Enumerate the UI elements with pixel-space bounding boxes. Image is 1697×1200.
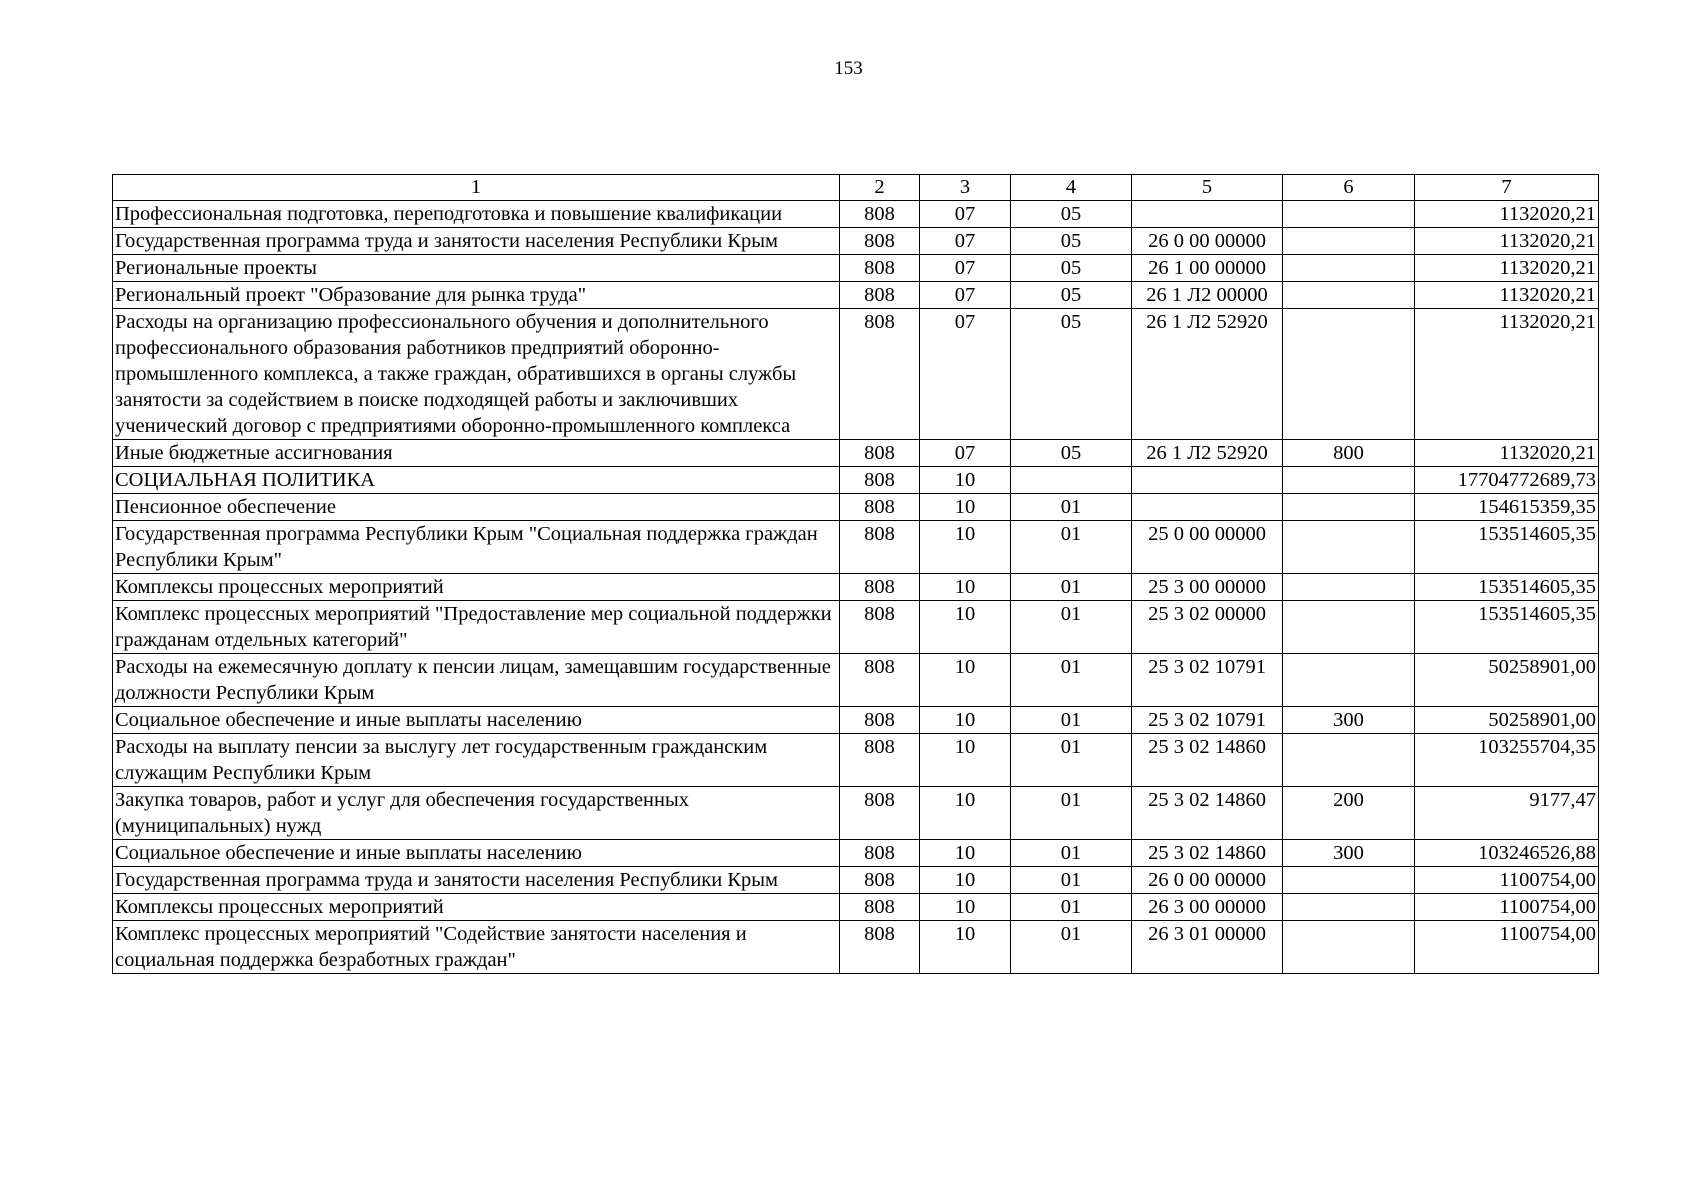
target-article-code-cell: 26 0 00 00000 [1132,228,1283,255]
subsection-code-cell: 01 [1011,840,1132,867]
section-code-cell: 10 [920,467,1011,494]
ministry-code-cell: 808 [840,654,920,707]
expense-type-code-cell: 300 [1283,840,1415,867]
table-row [113,255,1599,282]
table-row [113,201,1599,228]
section-code-cell: 10 [920,734,1011,787]
item-name-cell: Иные бюджетные ассигнования [113,440,840,467]
target-article-code-cell: 25 3 02 10791 [1132,654,1283,707]
ministry-code-cell: 808 [840,309,920,440]
subsection-code-cell: 01 [1011,921,1132,974]
target-article-code-cell: 26 3 00 00000 [1132,894,1283,921]
expense-type-code-cell [1283,282,1415,309]
column-header: 2 [840,175,920,201]
item-name-cell: Государственная программа труда и занятости населения Республики Крым [113,867,840,894]
amount-cell: 1100754,00 [1415,867,1599,894]
ministry-code-cell: 808 [840,601,920,654]
subsection-code-cell: 01 [1011,787,1132,840]
section-code-cell: 10 [920,894,1011,921]
page-number: 153 [834,58,863,79]
table-row [113,840,1599,867]
target-article-code-cell: 25 3 02 14860 [1132,787,1283,840]
section-code-cell: 10 [920,654,1011,707]
section-code-cell: 07 [920,309,1011,440]
ministry-code-cell: 808 [840,201,920,228]
table-row [113,654,1599,707]
target-article-code-cell: 25 0 00 00000 [1132,521,1283,574]
item-name-cell: Расходы на организацию профессионального обучения и дополнительного профессионального образования работников предприятий оборонно-промышленного комплекса, а также граждан, обратившихся в органы службы занятости за содействием в поиске подходящей работы и заключивших ученический договор с предприятиями оборонно-промышленного комплекса [113,309,840,440]
amount-cell: 1132020,21 [1415,201,1599,228]
amount-cell: 103255704,35 [1415,734,1599,787]
amount-cell: 1132020,21 [1415,440,1599,467]
expense-type-code-cell [1283,654,1415,707]
table-row [113,440,1599,467]
section-code-cell: 10 [920,921,1011,974]
ministry-code-cell: 808 [840,867,920,894]
target-article-code-cell: 25 3 02 14860 [1132,734,1283,787]
subsection-code-cell: 01 [1011,654,1132,707]
section-code-cell: 10 [920,787,1011,840]
amount-cell: 153514605,35 [1415,601,1599,654]
ministry-code-cell: 808 [840,440,920,467]
item-name-cell: Комплексы процессных мероприятий [113,894,840,921]
subsection-code-cell: 01 [1011,734,1132,787]
amount-cell: 1100754,00 [1415,921,1599,974]
subsection-code-cell: 01 [1011,521,1132,574]
target-article-code-cell [1132,467,1283,494]
target-article-code-cell: 26 0 00 00000 [1132,867,1283,894]
column-header: 5 [1132,175,1283,201]
expense-type-code-cell [1283,521,1415,574]
ministry-code-cell: 808 [840,282,920,309]
subsection-code-cell [1011,467,1132,494]
amount-cell: 1100754,00 [1415,894,1599,921]
target-article-code-cell: 26 3 01 00000 [1132,921,1283,974]
table-row [113,894,1599,921]
subsection-code-cell: 01 [1011,601,1132,654]
table-row [113,282,1599,309]
expense-type-code-cell [1283,494,1415,521]
target-article-code-cell: 25 3 02 00000 [1132,601,1283,654]
table-row [113,707,1599,734]
expense-type-code-cell [1283,894,1415,921]
ministry-code-cell: 808 [840,707,920,734]
ministry-code-cell: 808 [840,228,920,255]
column-header: 3 [920,175,1011,201]
expense-type-code-cell [1283,921,1415,974]
expense-type-code-cell [1283,255,1415,282]
expense-type-code-cell [1283,867,1415,894]
subsection-code-cell: 01 [1011,494,1132,521]
table-row [113,521,1599,574]
amount-cell: 103246526,88 [1415,840,1599,867]
ministry-code-cell: 808 [840,787,920,840]
amount-cell: 153514605,35 [1415,521,1599,574]
expense-type-code-cell: 800 [1283,440,1415,467]
item-name-cell: Социальное обеспечение и иные выплаты населению [113,840,840,867]
amount-cell: 1132020,21 [1415,255,1599,282]
section-code-cell: 07 [920,201,1011,228]
column-header: 6 [1283,175,1415,201]
subsection-code-cell: 05 [1011,282,1132,309]
subsection-code-cell: 05 [1011,228,1132,255]
item-name-cell: Расходы на ежемесячную доплату к пенсии лицам, замещавшим государственные должности Республики Крым [113,654,840,707]
header-row [113,175,1599,201]
table-row [113,494,1599,521]
ministry-code-cell: 808 [840,255,920,282]
target-article-code-cell: 26 1 Л2 52920 [1132,440,1283,467]
ministry-code-cell: 808 [840,734,920,787]
item-name-cell: Профессиональная подготовка, переподготовка и повышение квалификации [113,201,840,228]
target-article-code-cell: 25 3 02 10791 [1132,707,1283,734]
subsection-code-cell: 01 [1011,707,1132,734]
table-row [113,734,1599,787]
item-name-cell: Региональные проекты [113,255,840,282]
target-article-code-cell: 25 3 00 00000 [1132,574,1283,601]
subsection-code-cell: 05 [1011,255,1132,282]
item-name-cell: Комплекс процессных мероприятий "Предоставление мер социальной поддержки гражданам отдельных категорий" [113,601,840,654]
section-code-cell: 10 [920,494,1011,521]
item-name-cell: Региональный проект "Образование для рынка труда" [113,282,840,309]
expense-type-code-cell [1283,601,1415,654]
section-code-cell: 10 [920,840,1011,867]
subsection-code-cell: 05 [1011,440,1132,467]
table-row [113,867,1599,894]
amount-cell: 153514605,35 [1415,574,1599,601]
expense-type-code-cell [1283,201,1415,228]
table-row [113,921,1599,974]
table-row [113,228,1599,255]
column-header: 1 [113,175,840,201]
expense-type-code-cell: 200 [1283,787,1415,840]
section-code-cell: 10 [920,574,1011,601]
item-name-cell: Закупка товаров, работ и услуг для обеспечения государственных (муниципальных) нужд [113,787,840,840]
amount-cell: 1132020,21 [1415,282,1599,309]
ministry-code-cell: 808 [840,494,920,521]
amount-cell: 50258901,00 [1415,654,1599,707]
subsection-code-cell: 05 [1011,201,1132,228]
amount-cell: 1132020,21 [1415,228,1599,255]
subsection-code-cell: 01 [1011,867,1132,894]
budget-table [112,174,1599,974]
section-code-cell: 10 [920,521,1011,574]
item-name-cell: СОЦИАЛЬНАЯ ПОЛИТИКА [113,467,840,494]
item-name-cell: Расходы на выплату пенсии за выслугу лет государственным гражданским служащим Республики Крым [113,734,840,787]
expense-type-code-cell [1283,734,1415,787]
amount-cell: 50258901,00 [1415,707,1599,734]
section-code-cell: 07 [920,255,1011,282]
ministry-code-cell: 808 [840,467,920,494]
table-row [113,574,1599,601]
section-code-cell: 07 [920,282,1011,309]
target-article-code-cell: 26 1 Л2 00000 [1132,282,1283,309]
ministry-code-cell: 808 [840,521,920,574]
table-row [113,787,1599,840]
section-code-cell: 10 [920,867,1011,894]
section-code-cell: 10 [920,601,1011,654]
column-header: 7 [1415,175,1599,201]
item-name-cell: Пенсионное обеспечение [113,494,840,521]
ministry-code-cell: 808 [840,840,920,867]
section-code-cell: 07 [920,228,1011,255]
table-row [113,309,1599,440]
target-article-code-cell [1132,494,1283,521]
section-code-cell: 07 [920,440,1011,467]
subsection-code-cell: 05 [1011,309,1132,440]
item-name-cell: Комплекс процессных мероприятий "Содействие занятости населения и социальная поддержка безработных граждан" [113,921,840,974]
ministry-code-cell: 808 [840,894,920,921]
item-name-cell: Социальное обеспечение и иные выплаты населению [113,707,840,734]
amount-cell: 17704772689,73 [1415,467,1599,494]
amount-cell: 1132020,21 [1415,309,1599,440]
section-code-cell: 10 [920,707,1011,734]
item-name-cell: Государственная программа Республики Крым "Социальная поддержка граждан Республики Крым" [113,521,840,574]
expense-type-code-cell: 300 [1283,707,1415,734]
subsection-code-cell: 01 [1011,574,1132,601]
ministry-code-cell: 808 [840,574,920,601]
expense-type-code-cell [1283,309,1415,440]
table-row [113,467,1599,494]
target-article-code-cell: 25 3 02 14860 [1132,840,1283,867]
subsection-code-cell: 01 [1011,894,1132,921]
column-header: 4 [1011,175,1132,201]
amount-cell: 9177,47 [1415,787,1599,840]
ministry-code-cell: 808 [840,921,920,974]
target-article-code-cell: 26 1 00 00000 [1132,255,1283,282]
target-article-code-cell [1132,201,1283,228]
target-article-code-cell: 26 1 Л2 52920 [1132,309,1283,440]
item-name-cell: Комплексы процессных мероприятий [113,574,840,601]
expense-type-code-cell [1283,574,1415,601]
amount-cell: 154615359,35 [1415,494,1599,521]
expense-type-code-cell [1283,467,1415,494]
item-name-cell: Государственная программа труда и занятости населения Республики Крым [113,228,840,255]
expense-type-code-cell [1283,228,1415,255]
table-row [113,601,1599,654]
